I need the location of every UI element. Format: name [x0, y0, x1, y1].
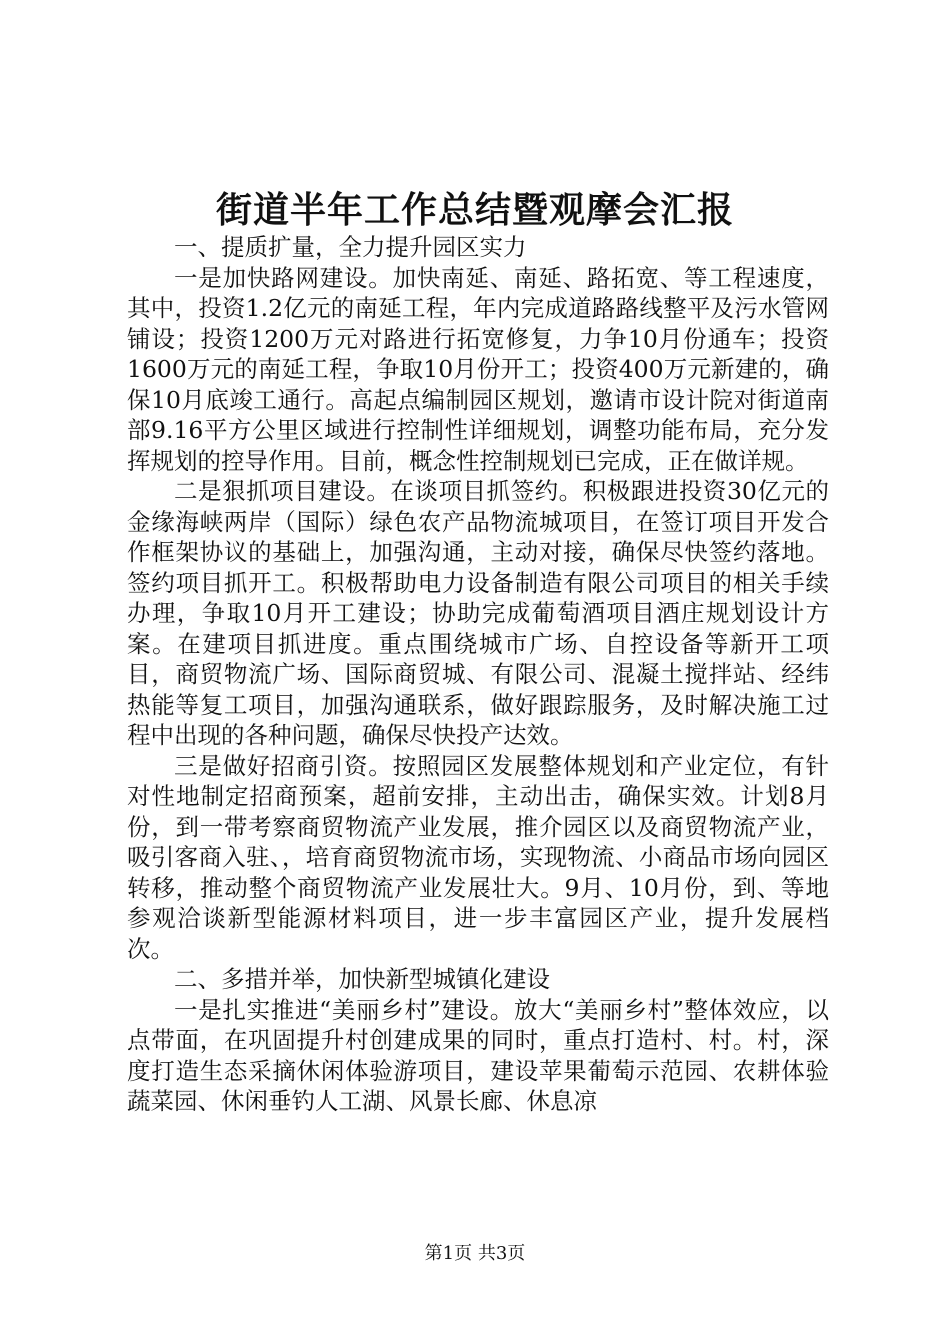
section-heading-2: 二、多措并举，加快新型城镇化建设: [174, 965, 550, 993]
document-title: 街道半年工作总结暨观摩会汇报: [215, 189, 734, 231]
section-heading-1: 一、提质扩量，全力提升园区实力: [174, 233, 527, 261]
document-body: [127, 232, 829, 1117]
page-footer: 第1页 共3页: [424, 1243, 526, 1264]
paragraph-beautiful-village: 一是扎实推进“美丽乡村”建设。放大“美丽乡村”整体效应，以点带面，在巩固提升村创建成果的同时，重点打造村、村。村，深度打造生态采摘休闲体验游项目，建设苹果葡萄示范园、农耕体验蔬菜园、休闲垂钓人工湖、风景长廊、休息凉: [127, 995, 829, 1115]
paragraph-project-construction: 二是狠抓项目建设。在谈项目抓签约。积极跟进投资30亿元的金缘海峡两岸（国际）绿色农产品物流城项目，在签订项目开发合作框架协议的基础上，加强沟通，主动对接，确保尽快签约落地。签约项目抓开工。积极帮助电力设备制造有限公司项目的相关手续办理，争取10月开工建设；协助完成葡萄酒项目酒庄规划设计方案。在建项目抓进度。重点围绕城市广场、自控设备等新开工项目，商贸物流广场、国际商贸城、有限公司、混凝土搅拌站、经纬热能等复工项目，加强沟通联系，做好跟踪服务，及时解决施工过程中出现的各种问题，确保尽快投产达效。: [127, 477, 829, 749]
paragraph-investment-attraction: 三是做好招商引资。按照园区发展整体规划和产业定位，有针对性地制定招商预案，超前安排，主动出击，确保实效。计划8月份，到一带考察商贸物流产业发展，推介园区以及商贸物流产业，吸引客商入驻、，培育商贸物流市场，实现物流、小商品市场向园区转移，推动整个商贸物流产业发展壮大。9月、10月份，到、等地参观洽谈新型能源材料项目，进一步丰富园区产业，提升发展档次。: [127, 751, 829, 963]
paragraph-road-network: 一是加快路网建设。加快南延、南延、路拓宽、等工程速度，其中，投资1.2亿元的南延工程，年内完成道路路线整平及污水管网铺设；投资1200万元对路进行拓宽修复，力争10月份通车；投资1600万元的南延工程，争取10月份开工；投资400万元新建的，确保10月底竣工通行。高起点编制园区规划，邀请市设计院对街道南部9.16平方公里区域进行控制性详细规划，调整功能布局，充分发挥规划的控导作用。目前，概念性控制规划已完成，正在做详规。: [127, 263, 829, 475]
